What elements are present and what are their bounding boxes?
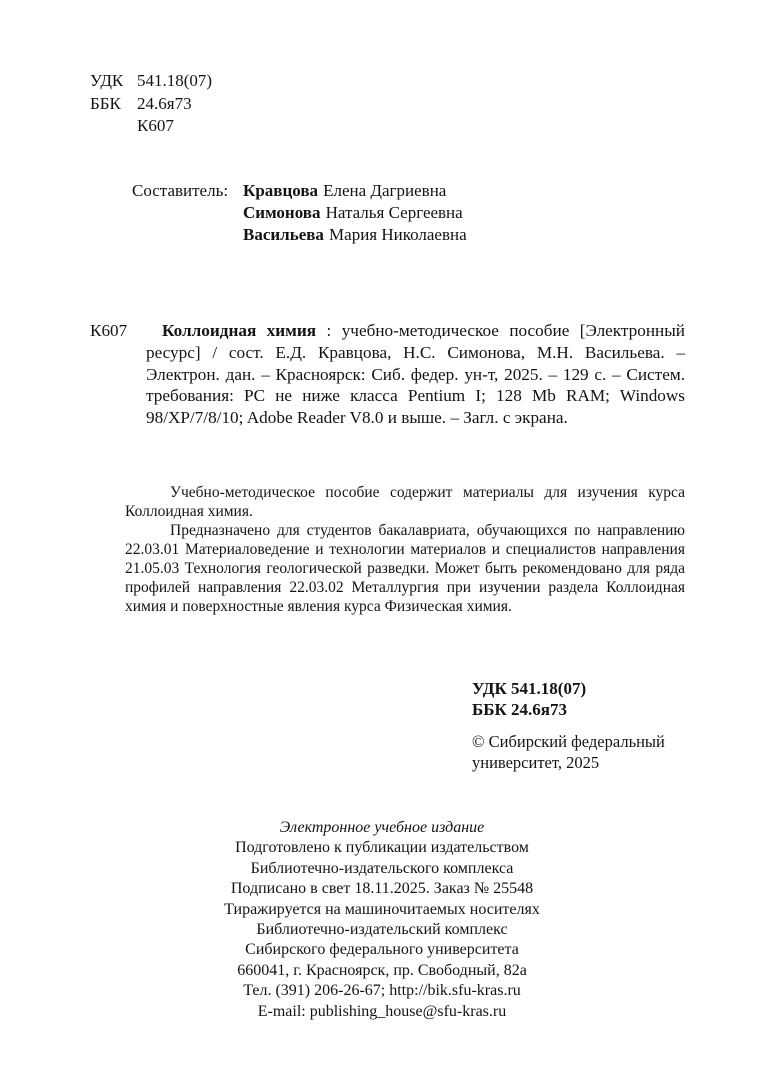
- copyright-block: [472, 731, 665, 773]
- book-title: Коллоидная химия: [162, 321, 317, 340]
- colophon-line: Подготовлено к публикации издательством: [235, 839, 529, 857]
- colophon-line: Сибирского федерального университета: [245, 941, 519, 959]
- compiler-name: [243, 180, 467, 202]
- copyright-line: © Сибирский федеральный: [472, 732, 665, 751]
- bbk-code-bold: ББК 24.6я73: [472, 700, 568, 719]
- colophon-line: Подписано в свет 18.11.2025. Заказ № 25548: [230, 880, 534, 898]
- book-description: : учебно-методическое пособие [Электронный ресурс] / сост. Е.Д. Кравцова, Н.С. Симонова, М.Н. Васильева. – Электрон. дан. – Красноярск: Сиб. федер. ун-т, 2025. – 129 с. – Систем. требования: PC не ниже класса Pentium I; 128 Mb RAM; Windows 98/XP/7/8/10; Adobe Reader V8.0 и выше. – Загл. с экрана.: [146, 321, 685, 428]
- compiler-name: [243, 224, 467, 246]
- colophon-line: Тел. (391) 206-26-67; http://bik.sfu-kras.ru: [243, 982, 521, 1000]
- bbk-label: ББК: [90, 93, 121, 113]
- author-sign-row: [90, 115, 212, 138]
- compilers-names: [243, 180, 467, 246]
- bbk-row: [90, 93, 212, 116]
- udk-label: УДК: [90, 71, 124, 90]
- compilers-block: [132, 180, 467, 246]
- colophon-line: Тиражируется на машиночитаемых носителях: [224, 900, 540, 918]
- shelf-code: К607: [90, 321, 128, 340]
- compilers-label: Составитель:: [132, 181, 229, 200]
- colophon-block: [0, 818, 764, 1022]
- compiler-surname: Кравцова: [243, 181, 319, 200]
- bbk-value: 24.6я73: [137, 93, 192, 113]
- colophon-line: 660041, г. Красноярск, пр. Свободный, 82а: [237, 961, 527, 979]
- compiler-given-names: Мария Николаевна: [329, 225, 467, 244]
- colophon-line: E-mail: publishing_house@sfu-kras.ru: [257, 1002, 507, 1020]
- udk-row: [90, 70, 212, 93]
- classification-codes-block: [90, 70, 212, 138]
- classification-codes-repeat: [472, 678, 586, 720]
- compiler-surname: Васильева: [243, 225, 324, 244]
- udk-code-bold: УДК 541.18(07): [472, 679, 587, 698]
- annotation-paragraph: Предназначено для студентов бакалавриата, обучающихся по направлению 22.03.01 Материаловедение и технологии материалов и специалистов направления 21.05.03 Технология геологической разведки. Может быть рекомендовано для ряда профилей направления 22.03.02 Металлургия при изучении раздела Коллоидная химия и поверхностные явления курса Физическая химия.: [125, 522, 685, 615]
- edition-type: Электронное учебное издание: [279, 819, 485, 836]
- author-sign-value: К607: [137, 116, 174, 135]
- compiler-name: [243, 202, 467, 224]
- udk-value: 541.18(07): [137, 71, 213, 90]
- copyright-line: университет, 2025: [472, 753, 600, 772]
- author-sign-spacer: [90, 115, 137, 138]
- annotation-paragraph: Учебно-методическое пособие содержит материалы для изучения курса Коллоидная химия.: [125, 484, 685, 520]
- compiler-given-names: Елена Дагриевна: [323, 181, 447, 200]
- bibliographic-description: [146, 320, 685, 429]
- colophon-line: Библиотечно-издательский комплекс: [256, 921, 508, 939]
- compiler-given-names: Наталья Сергеевна: [325, 203, 463, 222]
- annotation-block: [125, 483, 685, 616]
- catalog-entry-block: [90, 320, 685, 429]
- colophon-line: Библиотечно-издательского комплекса: [250, 859, 514, 877]
- compiler-surname: Симонова: [243, 203, 321, 222]
